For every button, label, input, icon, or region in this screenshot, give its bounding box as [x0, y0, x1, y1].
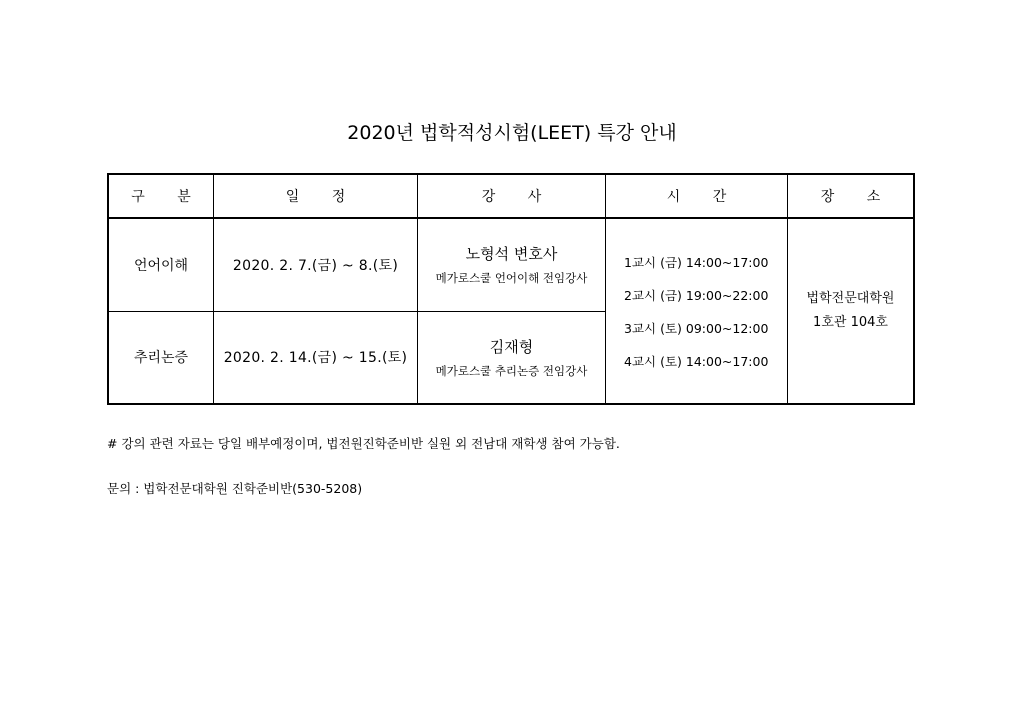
place-cell [788, 218, 915, 404]
lecturer-cell [418, 218, 606, 311]
header-category: 구 분 [108, 174, 214, 218]
time-slot: 3교시 (토) 09:00~12:00 [624, 320, 769, 336]
date-cell: 2020. 2. 7.(금) ~ 8.(토) [214, 218, 418, 311]
header-date: 일 정 [214, 174, 418, 218]
header-place: 장 소 [788, 174, 915, 218]
time-slot: 4교시 (토) 14:00~17:00 [624, 353, 769, 369]
lecture-schedule-table [107, 173, 915, 405]
date-cell: 2020. 2. 14.(금) ~ 15.(토) [214, 311, 418, 404]
lecturer-desc: 메가로스쿨 추리논증 전임강사 [435, 363, 588, 378]
contact-text: 문의 : 법학전문대학원 진학준비반(530-5208) [107, 481, 363, 496]
category-cell: 추리논증 [108, 311, 214, 404]
header-time: 시 간 [606, 174, 788, 218]
lecturer-name: 김재형 [489, 337, 534, 356]
time-slot: 2교시 (금) 19:00~22:00 [624, 287, 769, 303]
notice-text: # 강의 관련 자료는 당일 배부예정이며, 법전원진학준비반 실원 외 전남대 재학생 참여 가능함. [107, 436, 620, 451]
time-slot: 1교시 (금) 14:00~17:00 [624, 254, 769, 270]
table-row [108, 218, 914, 311]
header-lecturer: 강 사 [418, 174, 606, 218]
lecturer-desc: 메가로스쿨 언어이해 전임강사 [435, 271, 588, 286]
page-title: 2020년 법학적성시험(LEET) 특강 안내 [347, 122, 677, 144]
time-cell [606, 218, 788, 404]
place-line-1: 법학전문대학원 [806, 291, 895, 306]
category-cell: 언어이해 [108, 218, 214, 311]
place-line-2: 1호관 104호 [813, 315, 888, 330]
lecturer-cell [418, 311, 606, 404]
table-header-row [108, 174, 914, 218]
lecturer-name: 노형석 변호사 [465, 245, 558, 264]
